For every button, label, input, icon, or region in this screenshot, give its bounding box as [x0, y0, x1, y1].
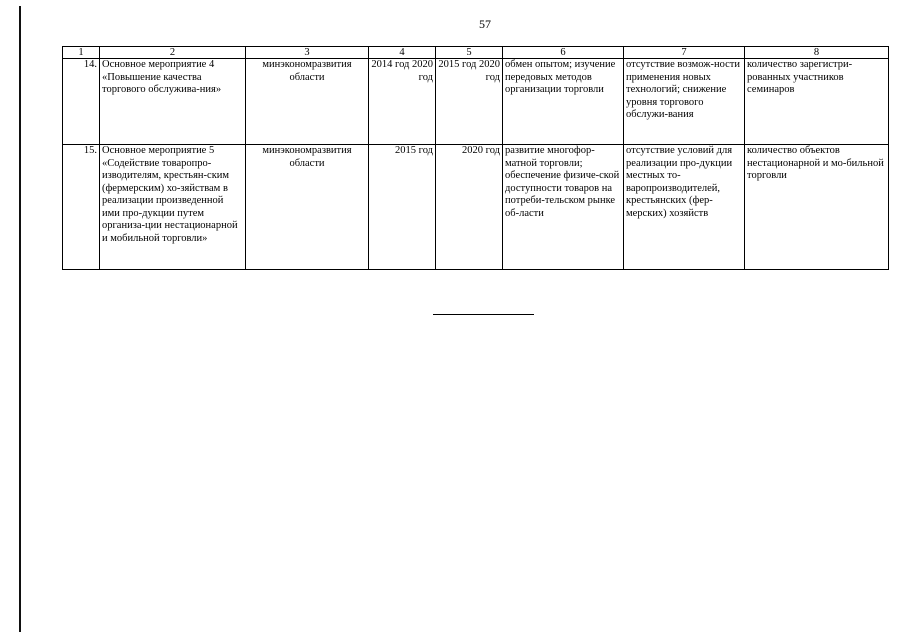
page-number: 57 — [479, 17, 491, 31]
related-indicator: количество объектов нестационарной и мо-бильной торговли — [745, 145, 889, 270]
table-row — [63, 59, 889, 145]
header-col-4: 4 — [369, 47, 436, 59]
header-col-5: 5 — [436, 47, 503, 59]
expected-result: развитие многофор-матной торговли; обеспечение физиче-ской доступности товаров на потреби-тельском рынке об-ласти — [503, 145, 624, 270]
header-col-7: 7 — [624, 47, 745, 59]
table-row — [63, 145, 889, 270]
related-indicator: количество зарегистри-рованных участников семинаров — [745, 59, 889, 145]
row-number: 15. — [63, 145, 100, 270]
activity-name: Основное мероприятие 4 «Повышение качества торгового обслужива-ния» — [100, 59, 246, 145]
header-col-8: 8 — [745, 47, 889, 59]
start-year: 2015 год — [369, 145, 436, 270]
header-col-3: 3 — [246, 47, 369, 59]
footnote-separator — [433, 314, 534, 315]
start-year: 2014 год 2020 год — [369, 59, 436, 145]
expected-result: обмен опытом; изучение передовых методов организации торговли — [503, 59, 624, 145]
end-year: 2020 год — [436, 145, 503, 270]
executor: минэкономразвития области — [246, 59, 369, 145]
table-header-row — [63, 47, 889, 59]
end-year: 2015 год 2020 год — [436, 59, 503, 145]
header-col-1: 1 — [63, 47, 100, 59]
non-implementation-consequences: отсутствие возмож-ности применения новых технологий; снижение уровня торгового обслужи-вания — [624, 59, 745, 145]
left-margin-rule — [19, 6, 21, 632]
non-implementation-consequences: отсутствие условий для реализации про-дукции местных то-варопроизводителей, крестьянских (фер-мерских) хозяйств — [624, 145, 745, 270]
activity-name: Основное мероприятие 5 «Содействие товаропро-изводителям, крестьян-ским (фермерским) хо-зяйствам в реализации произведенной ими про-дукции путем организа-ции нестационарной и мобильной торговли» — [100, 145, 246, 270]
row-number: 14. — [63, 59, 100, 145]
executor: минэкономразвития области — [246, 145, 369, 270]
activities-table — [62, 46, 889, 270]
header-col-6: 6 — [503, 47, 624, 59]
header-col-2: 2 — [100, 47, 246, 59]
